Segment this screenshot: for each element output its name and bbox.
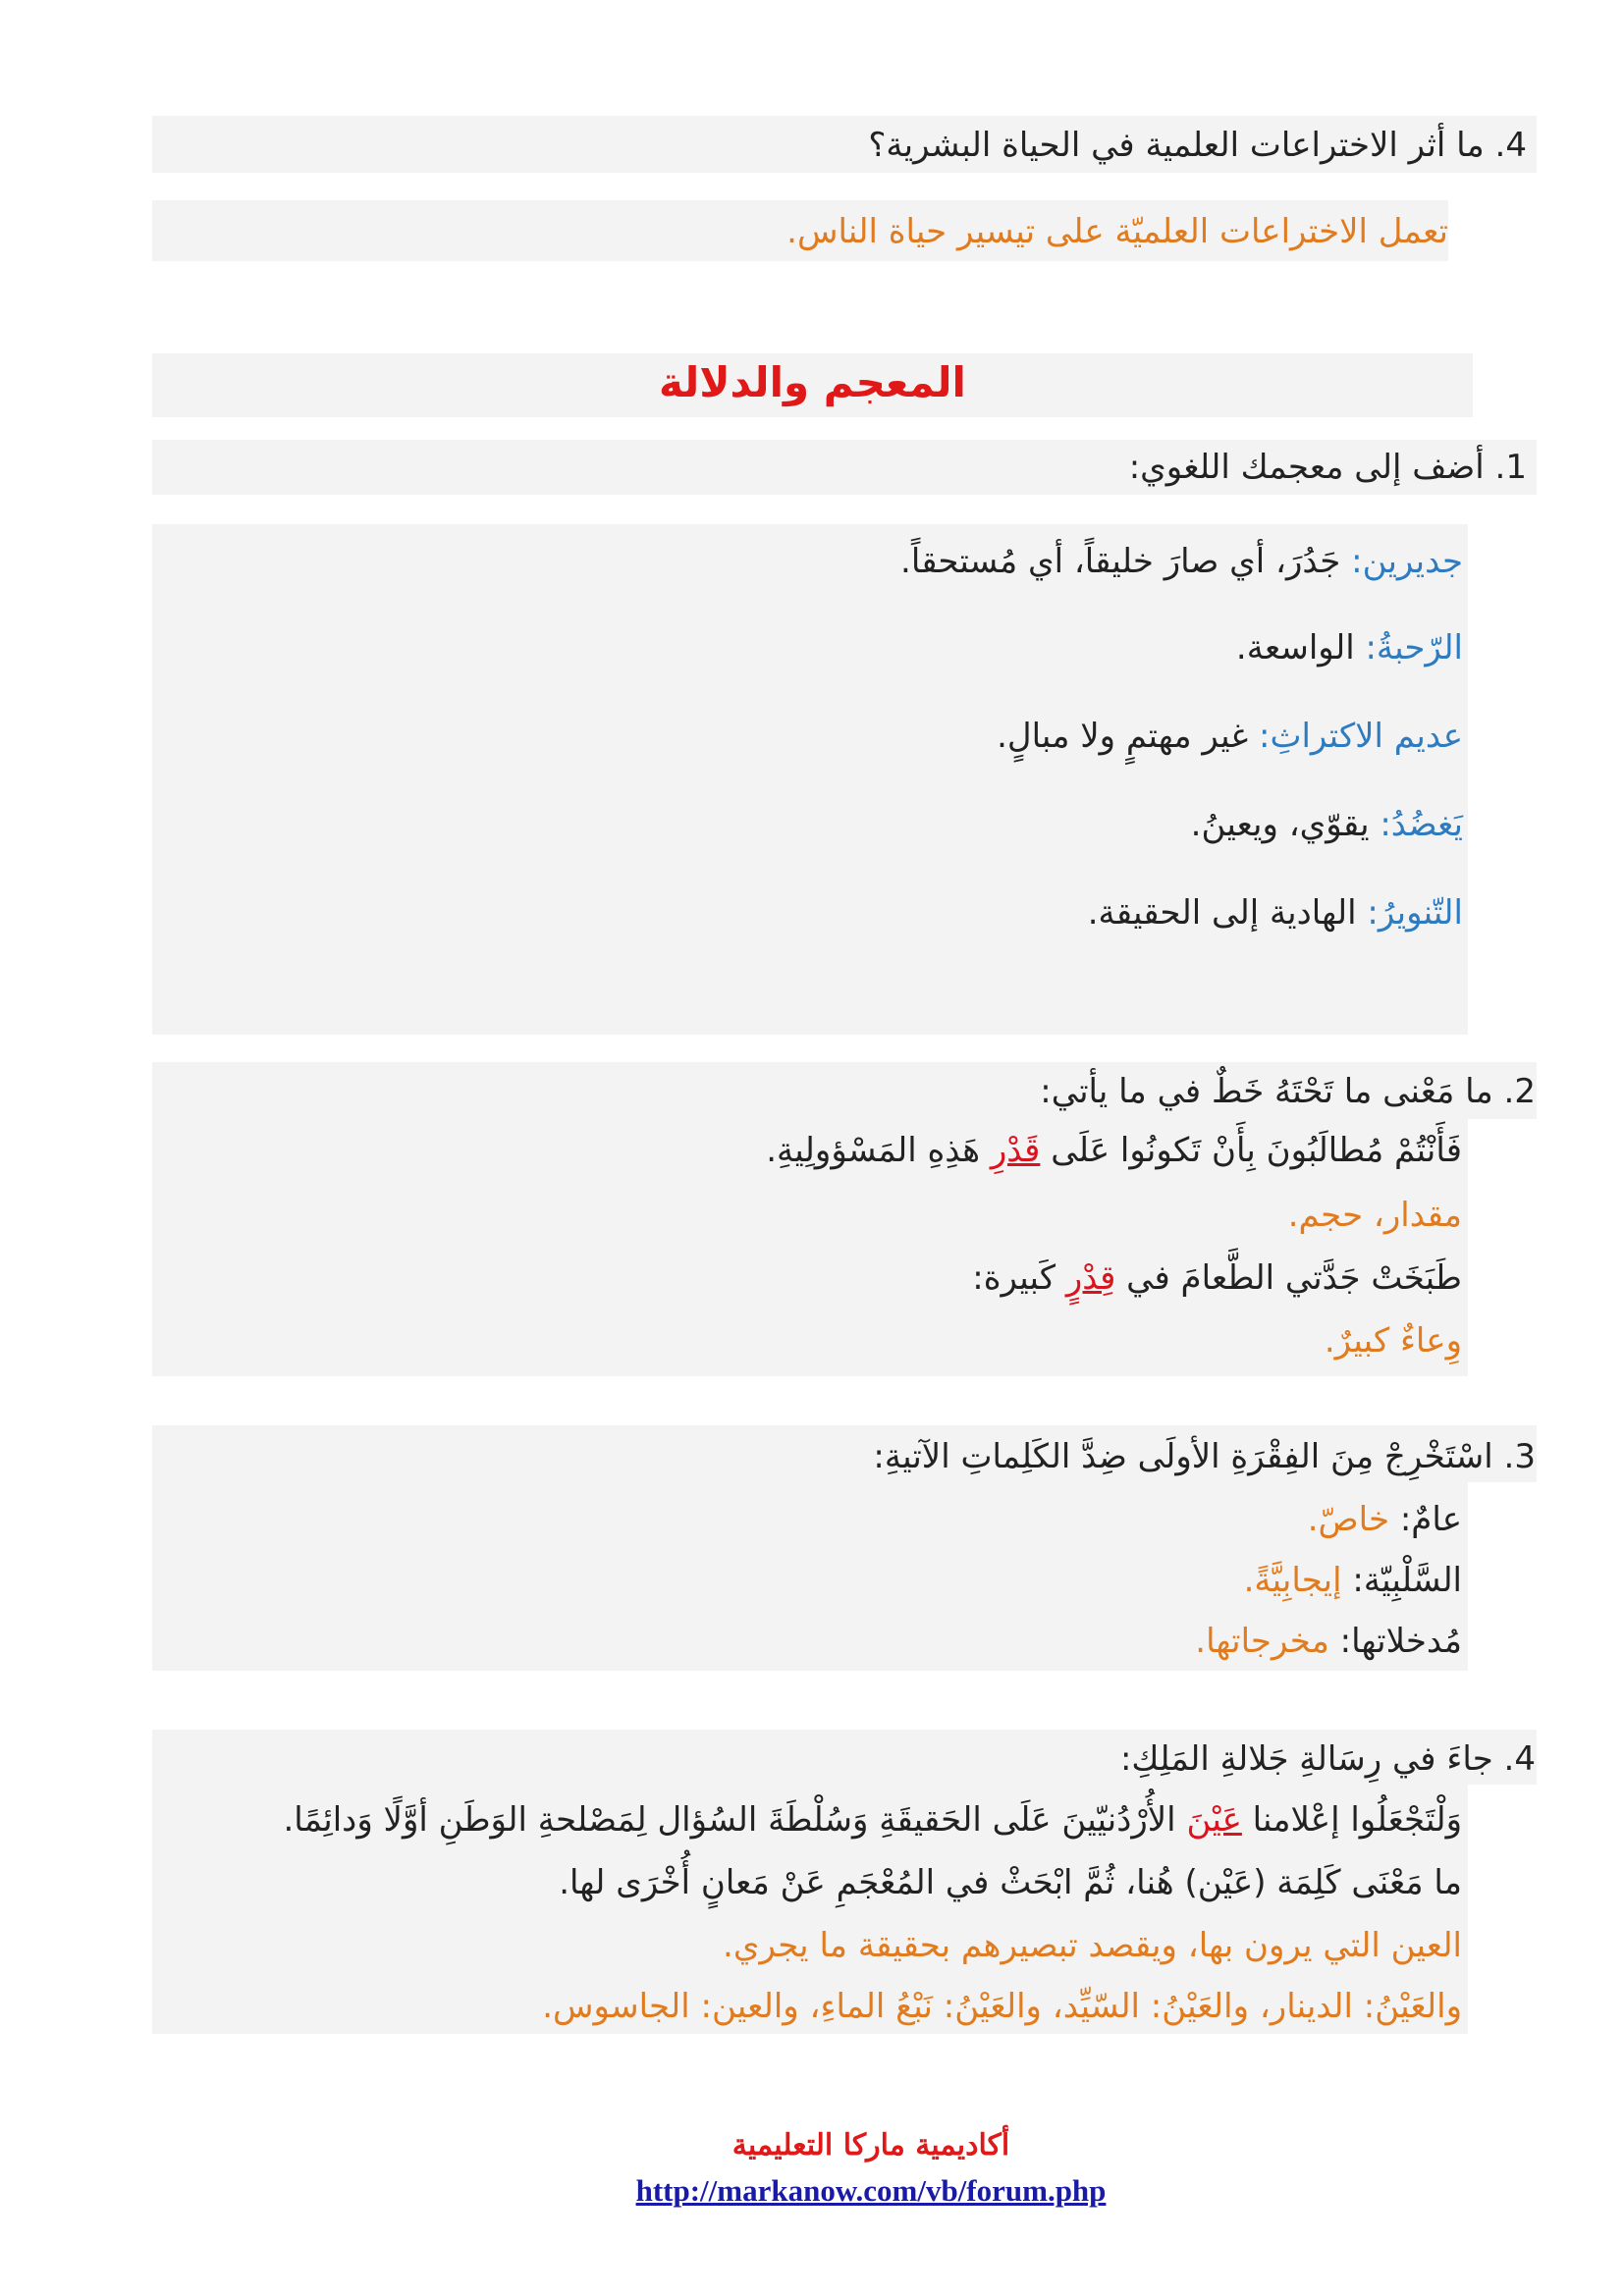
prompt-text: ما مَعْنَى كَلِمَة (عَيْن) هُنا، ثُمَّ ابْحَثْ في المُعْجَمِ عَنْ مَعانٍ أُخْرَى لها. [559, 1863, 1462, 1902]
answer-text: تعمل الاختراعات العلميّة على تيسير حياة الناس. [786, 212, 1448, 251]
dictionary-entry [997, 717, 1463, 756]
entry-term: الرّحبةُ: [1365, 628, 1463, 667]
answer-text: العين التي يرون بها، ويقصد تبصيرهم بحقيقة ما يجري. [723, 1926, 1462, 1965]
entry-definition: غير مهتمٍ ولا مبالٍ. [997, 717, 1260, 756]
question-text: 2. ما مَعْنى ما تَحْتَهُ خَطٌ في ما يأتي: [1040, 1072, 1536, 1111]
dictionary-entry [1236, 628, 1463, 667]
entry-definition: يقوّي، ويعينُ. [1190, 805, 1380, 844]
underlined-word: عَيْنَ [1186, 1800, 1242, 1840]
question-text: 1. أضف إلى معجمك اللغوي: [1128, 448, 1527, 487]
question-block [152, 116, 1537, 173]
question-block [152, 440, 1537, 495]
answer-text: والعَيْنُ: الدينار، والعَيْنُ: السّيِّد، والعَيْنُ: نَبْعُ الماءِ، والعين: الجاسوس. [542, 1987, 1462, 2026]
answer-text: مقدار، حجم. [1287, 1196, 1462, 1235]
dictionary-entry [900, 542, 1463, 581]
entry-definition: الواسعة. [1235, 628, 1366, 667]
dictionary-entry [1088, 893, 1463, 933]
question-text: 3. اسْتَخْرِجْ مِنَ الفِقْرَةِ الأولَى ضِدَّ الكَلِماتِ الآتيةِ: [873, 1437, 1536, 1476]
entry-term: التّنويرُ: [1367, 893, 1463, 933]
answer-text: وِعاءٌ كبيرٌ. [1324, 1321, 1462, 1361]
footer-academy-name: أكاديمية ماركا التعليمية [731, 2128, 1010, 2163]
entry-definition: الهادية إلى الحقيقة. [1087, 893, 1368, 933]
footer-link[interactable]: http://markanow.com/vb/forum.php [635, 2173, 1107, 2208]
antonym-item: السَّلْبِيّة: إيجابِيَّةً. [1243, 1561, 1462, 1600]
underlined-word: قَدْرِ [990, 1131, 1041, 1170]
sentence: فَأَنْتُمْ مُطالَبُونَ بِأَنْ تَكونُوا عَلَى قَدْرِ هَذِهِ المَسْؤولِيةِ. [766, 1131, 1462, 1170]
quote: وَلْتَجْعَلُوا إعْلامنا عَيْنَ الأُرْدُنيّينَ عَلَى الحَقيقَةِ وَسُلْطَةَ السُؤال لِمَصْلحةِ الوَطَنِ أوَّلًا وَدائِمًا. [283, 1800, 1462, 1840]
entry-term: جديرين: [1351, 542, 1463, 581]
sentence: طَبَخَتْ جَدَّتي الطَّعامَ في قِدْرٍ كَبيرة: [972, 1258, 1462, 1298]
antonym-item: عامٌ: خاصّ. [1307, 1500, 1462, 1539]
answer-block [152, 200, 1448, 261]
dictionary-block [152, 524, 1468, 1035]
entry-term: عديم الاكتراثِ: [1259, 717, 1463, 756]
antonym-item: مُدخلاتها: مخرجاتها. [1195, 1622, 1462, 1661]
question-text: 4. ما أثر الاختراعات العلمية في الحياة البشرية؟ [868, 126, 1527, 165]
dictionary-entry [1191, 805, 1463, 844]
question-text: 4. جاءَ في رِسَالةِ جَلالةِ المَلِكِ: [1119, 1739, 1536, 1779]
section-title-block [152, 353, 1473, 417]
section-title: المعجم والدلالة [659, 358, 966, 406]
entry-definition: جَدُرَ، أي صارَ خليقاً، أي مُستحقاً. [900, 542, 1352, 581]
entry-term: يَغضُدُ: [1380, 805, 1463, 844]
underlined-word: قِدْرٍ [1065, 1258, 1116, 1298]
